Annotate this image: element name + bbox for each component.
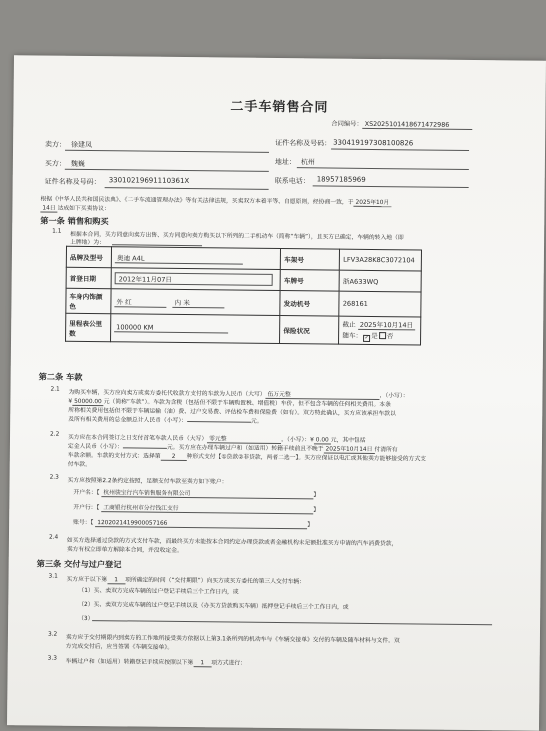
section-3-title: 第三条 交付与过户登记 xyxy=(36,558,122,570)
preamble: 根据《中华人民共和国民法典》、《二手车流通管理办法》等有关法律法规，买卖双方本着平等、自愿原则，经协商一致，于 2025年10月 xyxy=(40,194,391,208)
s3-2-no: 3.2 xyxy=(47,631,58,638)
s3-1-option1: （1）买、卖双方完成车辆的过户登记手续后三个工作日内，或 xyxy=(78,587,239,596)
s1-1-no: 1.1 xyxy=(52,228,62,235)
color-label: 车身内饰颜色 xyxy=(66,288,111,313)
phone: 18957185969 xyxy=(316,175,366,184)
address: 杭州 xyxy=(300,158,315,167)
contract-number: 合同编号： XS20251014186714729​86 xyxy=(331,119,473,130)
s2-1-line4: 及所有相关费用的总金额总计人民币（小写）： 元。 xyxy=(68,416,263,425)
s3-1-option2: （2）买、卖双方完成车辆的过户登记手续以及（办买方贷款购买车辆）抵押登记手续后三个工作日内，或 xyxy=(78,601,349,611)
seller-name: 徐建凤 xyxy=(71,140,93,150)
s2-2-line3: 车款余额。车款的支付方式：选择第 2 种形式支付【①贷款②非贷款，两者二选一】。买方应保证以电汇或其他卖方能够接受的方式支 xyxy=(67,452,426,463)
section-1-title: 第一条 销售和购买 xyxy=(40,215,109,227)
vehicle-spec-table xyxy=(65,246,422,346)
phone-label: 联系电话： xyxy=(274,176,310,186)
buyer-name: 魏巍 xyxy=(70,159,85,168)
brand-label: 品牌及型号 xyxy=(66,246,111,267)
buyer-id-label: 证件名称及号码： xyxy=(44,177,101,187)
insurance-no-checkbox[interactable] xyxy=(379,332,386,339)
s2-4-line1: 如买方选择通过贷款的方式支付车款，而最终买方未能按本合同约定办理贷款或者金融机构未足额批准买方申请的汽车消费贷款， xyxy=(66,537,398,548)
s3-2-line1: 卖方应于交付期限内到卖方的工作地所接受卖方依据以上第3.1条所列的机动车与《车辆交接单》交付的车辆及随车材料与文件。双 xyxy=(65,634,400,645)
reg-date-value: 2012年11月07日 xyxy=(111,268,280,291)
s2-3-no: 2.3 xyxy=(49,474,59,481)
buyer-id: 330102196911103​61X xyxy=(108,176,190,186)
s2-4-no: 2.4 xyxy=(48,534,59,541)
address-underline xyxy=(297,167,469,170)
s3-1-option3: （3） xyxy=(78,615,94,623)
seller-label: 卖方： xyxy=(45,140,67,149)
account-row: 账号：【 1202021419900057166 】 xyxy=(73,519,314,529)
s3-1-option3-underline xyxy=(92,620,492,625)
seller-id-label: 证件名称及号码： xyxy=(275,138,332,148)
s2-1-line3: 所称相关费用包括但不限于车辆运输（油）费、过户交易费、评估检车费和保险费（如有）。双方特此确认，买方应该承担车款以 xyxy=(68,407,396,418)
s1-1-text: 根据本合同，买方同意向卖方出售、买方同意向卖方购买以下所列的二手机动车（简称“车辆”），且买方已确定，车辆的转入地（即 xyxy=(70,231,404,242)
s2-2-no: 2.2 xyxy=(50,431,60,438)
s2-1-line2: ¥ 50000.00 元（简称“车款”）。车款为含税（包括但不限于车辆购置税、增值税）车价，但不包含车辆的任何相关费用。本条 xyxy=(68,398,391,409)
mileage-value: 100000 KM xyxy=(111,314,281,344)
vin-label: 车架号 xyxy=(281,249,340,271)
contract-page xyxy=(7,55,546,731)
engine-label: 发动机号 xyxy=(280,291,339,317)
s1-1-text2: 上牌地）为： xyxy=(70,239,105,247)
brand-value: 奥迪 A4L xyxy=(111,247,280,270)
address-label: 地址： xyxy=(274,157,296,167)
s2-1-no: 2.1 xyxy=(50,386,60,393)
page-title: 二手车销售合同 xyxy=(230,99,329,116)
insurance-value: 截止 2025年10月14日 随车： ✓ 是 否 xyxy=(339,316,421,345)
payee-row: 开户名：【 杭州骏宝行汽车销售服务有限公司 】 xyxy=(73,487,319,500)
s3-1-line1: 买方应于以下第 1 项所确定的时间（“交付期限”）向买方或买方委托的第三人交付车辆： xyxy=(66,576,306,586)
insurance-label: 保险状况 xyxy=(280,316,339,345)
seller-underline xyxy=(65,150,269,153)
s3-3-line1: 车辆过户和（如适用）转籍登记手续应按照以下第 1 项方式进行： xyxy=(65,658,247,667)
mileage-label: 里程表公里数 xyxy=(66,313,111,341)
buyer-id-underline xyxy=(105,187,269,190)
seller-id: 330419197308100826 xyxy=(333,138,414,148)
s2-2-line4: 付车款。 xyxy=(67,461,91,469)
plate-label: 车牌号 xyxy=(280,270,339,292)
insurance-yes-checkbox[interactable]: ✓ xyxy=(364,334,369,341)
buyer-label: 买方： xyxy=(44,159,66,168)
s2-2-line2: 定金人民币（小写）： 元。买方应在办理车辆过户和（如适用）转籍手续前且不晚于 2025年10月14日 付清所有 xyxy=(67,443,398,454)
engine-value: 268161 xyxy=(339,291,421,317)
s3-3-no: 3.3 xyxy=(47,655,57,662)
s3-2-line2: 方完成交付后，应当签署《车辆交接单》。 xyxy=(65,643,174,651)
s2-3-line1: 买方应按照第2.2条约定按照，足额支付车款至卖方如下账户： xyxy=(67,477,228,486)
section-2-title: 第二条 车款 xyxy=(38,371,83,382)
s2-2-line1: 买方应在本合同签订之日支付首笔车款人民币（大写） 零元整 ，（小写）：¥ 0.00 元，其中包括 xyxy=(67,434,366,444)
buyer-underline xyxy=(65,169,269,172)
phone-underline xyxy=(313,185,469,188)
vin-value: LFV3A28K8C3072104 xyxy=(340,249,422,271)
s2-4-line2: 卖方有权立即单方解除本合同，并没收定金。 xyxy=(66,546,183,555)
bank-row: 开户行：【 工商银行杭州市分行钱江支行 】 xyxy=(73,502,319,515)
s2-1-line1: 为购买车辆，买方应向卖方或卖方委托代收款方支付的车款为人民币（大写） 伍万元整 ，（小写）： xyxy=(68,389,409,400)
seller-id-underline xyxy=(331,149,469,151)
color-value: 外 红 内 米 xyxy=(111,289,281,316)
plate-value: 浙A633WQ xyxy=(339,270,421,292)
preamble-line2: 14日 达成如下买卖协议： xyxy=(40,202,109,213)
s3-1-no: 3.1 xyxy=(48,573,58,580)
reg-date-label: 首登日期 xyxy=(66,267,111,288)
